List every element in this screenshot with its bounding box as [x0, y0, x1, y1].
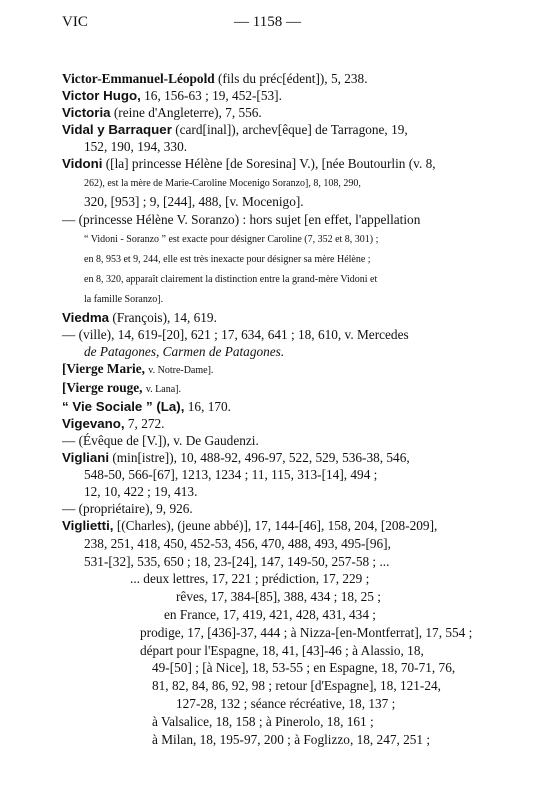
entry-line: 152, 190, 194, 330. — [84, 139, 188, 154]
entry-vierge-marie — [62, 360, 482, 379]
running-head: VIC — [62, 14, 88, 30]
headword: [Vierge Marie, — [62, 361, 145, 376]
entry-text: 16, 156-63 ; 19, 452-[53]. — [144, 88, 282, 103]
entry-vidoni — [62, 155, 482, 211]
entry-line: ([la] princesse Hélène [de Soresina] V.), [née Boutourlin (v. 8, — [105, 156, 436, 171]
entry-vie-sociale — [62, 398, 482, 415]
entry-text: — (propriétaire), 9, 926. — [62, 501, 193, 516]
headword: [Vierge rouge, — [62, 380, 143, 395]
page-header — [62, 14, 473, 34]
entry-text: v. Notre-Dame]. — [148, 365, 214, 376]
entry-vidoni-soranzo — [62, 211, 482, 309]
entry-line: [(Charles), (jeune abbé)], 17, 144-[46], 158, 204, [208-209], — [116, 518, 438, 533]
entry-line: en 8, 320, apparaît clairement la distinction entre la grand-mère Vidoni et — [84, 274, 378, 285]
entry-line: départ pour l'Espagne, 18, 41, [43]-46 ; à Alassio, 18, — [140, 642, 424, 658]
entry-line: prodige, 17, [436]-37, 444 ; à Nizza-[en-Montferrat], 17, 554 ; — [140, 624, 473, 640]
entry-line: 127-28, 132 ; séance récréative, 18, 137 ; — [176, 695, 396, 711]
entry-line: 12, 10, 422 ; 19, 413. — [84, 484, 198, 499]
entry-victor-hugo — [62, 87, 482, 104]
entry-victoria — [62, 104, 482, 121]
entry-line: ... deux lettres, 17, 221 ; prédiction, 17, 229 ; — [130, 571, 370, 587]
headword: Victoria — [62, 105, 111, 120]
headword: Vigliani — [62, 450, 110, 465]
headword: “ Vie Sociale ” (La), — [62, 399, 185, 414]
entry-line: en France, 17, 419, 421, 428, 431, 434 ; — [164, 606, 376, 622]
entry-line: — (princesse Hélène V. Soranzo) : hors sujet [en effet, l'appellation — [62, 212, 421, 227]
entry-vigevano-eveque — [62, 432, 482, 449]
entry-victor-emmanuel — [62, 70, 482, 87]
entry-vidal — [62, 121, 482, 155]
page-number: — 1158 — — [234, 14, 301, 30]
entry-line: (card[inal]), archev[êque] de Tarragone, 19, — [175, 122, 408, 137]
entry-line: rêves, 17, 384-[85], 388, 434 ; 18, 25 ; — [176, 589, 381, 605]
entry-line: à Milan, 18, 195-97, 200 ; à Foglizzo, 18, 247, 251 ; — [152, 731, 431, 747]
entry-line: la famille Soranzo]. — [84, 294, 164, 305]
entry-line: (min[istre]), 10, 488-92, 496-97, 522, 529, 536-38, 546, — [112, 450, 410, 465]
headword: Viglietti, — [62, 518, 114, 533]
entry-line: à Valsalice, 18, 158 ; à Pinerolo, 18, 161 ; — [152, 713, 374, 729]
entry-vigevano — [62, 415, 482, 432]
headword: Victor-Emmanuel-Léopold — [62, 71, 215, 86]
headword: Vidoni — [62, 156, 103, 171]
entry-text: 7, 272. — [127, 416, 165, 431]
entry-line: 548-50, 566-[67], 1213, 1234 ; 11, 115, 313-[14], 494 ; — [84, 467, 378, 482]
entry-text: (fils du préc[édent]), 5, 238. — [217, 71, 368, 86]
headword: Viedma — [62, 310, 110, 325]
entry-line: 238, 251, 418, 450, 452-53, 456, 470, 488, 493, 495-[96], — [84, 535, 391, 551]
entry-text: 16, 170. — [187, 399, 231, 414]
headword: Victor Hugo, — [62, 88, 141, 103]
entry-line: en 8, 953 et 9, 244, elle est très inexacte pour désigner sa mère Hélène ; — [84, 254, 371, 265]
index-body — [62, 70, 482, 748]
entry-text: — (Évêque de [V.]), v. De Gaudenzi. — [62, 433, 259, 448]
entry-vigliani-proprietaire — [62, 500, 482, 517]
entry-text: (François), 14, 619. — [112, 310, 217, 325]
entry-line: 262), est la mère de Marie-Caroline Mocenigo Soranzo], 8, 108, 290, — [84, 178, 361, 189]
entry-line: 320, [953] ; 9, [244], 488, [v. Mocenigo]. — [84, 194, 304, 209]
headword: Vigevano, — [62, 416, 125, 431]
entry-viglietti — [62, 517, 482, 748]
entry-viedma-ville — [62, 326, 482, 360]
entry-line: 531-[32], 535, 650 ; 18, 23-[24], 147, 149-50, 257-58 ; ... — [84, 553, 390, 569]
entry-line: 49-[50] ; [à Nice], 18, 53-55 ; en Espagne, 18, 70-71, 76, — [152, 660, 456, 676]
entry-text: (reine d'Angleterre), 7, 556. — [113, 105, 262, 120]
entry-text: v. Lana]. — [145, 384, 181, 395]
entry-line: de Patagones, Carmen de Patagones. — [84, 344, 285, 359]
entry-line: “ Vidoni - Soranzo ” est exacte pour désigner Caroline (7, 352 et 8, 301) ; — [84, 234, 379, 245]
entry-viedma — [62, 309, 482, 326]
entry-vigliani — [62, 449, 482, 500]
entry-line: — (ville), 14, 619-[20], 621 ; 17, 634, 641 ; 18, 610, v. Mercedes — [62, 327, 409, 342]
entry-vierge-rouge — [62, 379, 482, 398]
headword: Vidal y Barraquer — [62, 122, 172, 137]
entry-line: 81, 82, 84, 86, 92, 98 ; retour [d'Espagne], 18, 121-24, — [152, 678, 441, 694]
